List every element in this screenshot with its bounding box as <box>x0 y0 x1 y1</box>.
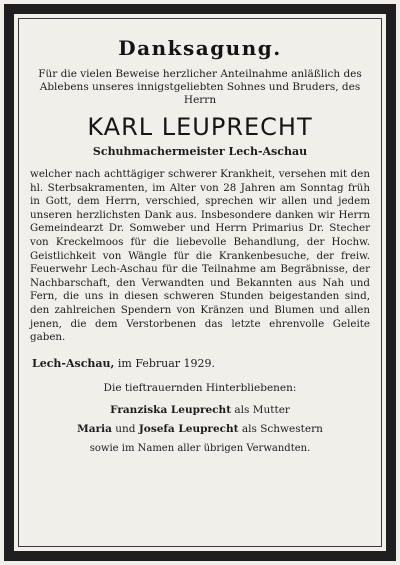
card-content <box>30 36 370 454</box>
deceased-occupation: Schuhmachermeister Lech-Aschau <box>92 145 308 158</box>
sister-name-2: Josefa Leuprecht <box>138 422 239 435</box>
mother-role: als Mutter <box>234 403 290 416</box>
sisters-role: als Schwestern <box>241 422 323 435</box>
card-title: Danksagung. <box>118 36 282 60</box>
place: Lech-Aschau, <box>32 356 115 370</box>
sisters-and: und <box>115 422 136 435</box>
place-date <box>30 357 370 370</box>
deceased-name: KARL LEUPRECHT <box>87 113 313 141</box>
body-text: welcher nach achttägiger schwerer Krankheit, versehen mit den hl. Sterbsakramenten, im Alter von 28 Jahren am Sonntag früh in Gott, dem Herrn, verschied, sprechen wir allen und jedem unseren herzlichsten Dank aus. Insbesondere danken wir Herrn Gemeindearzt Dr. Somweber und Herrn Primarius Dr. Stecher von Kreckelmoos für die liebevolle Behandlung, der Hochw. Geistlichkeit von Wängle für die Krankenbesuche, der freiw. Feuerwehr Lech-Aschau für die Teilnahme am Begräbnisse, der Nachbarschaft, den Verwandten und Bekannten aus Nah und Fern, die uns in diesen schweren Stunden beigestanden sind, den zahlreichen Spendern von Kränzen und Blumen und allen jenen, die dem Verstorbenen das letzte ehrenvolle Geleite gaben. <box>30 168 370 344</box>
closing-text: sowie im Namen aller übrigen Verwandten. <box>89 442 311 454</box>
sisters-line <box>30 423 370 435</box>
sister-name-1: Maria <box>77 422 112 435</box>
mother-name: Franziska Leuprecht <box>110 403 232 416</box>
date: im Februar 1929. <box>117 356 216 370</box>
intro-text: Für die vielen Beweise herzlicher Anteilnahme anläßlich des Ablebens unseres innigstgeliebten Sohnes und Bruders, des Herrn <box>38 68 362 106</box>
mother-line <box>30 404 370 416</box>
mourners-heading: Die tieftrauernden Hinterbliebenen: <box>103 381 297 394</box>
